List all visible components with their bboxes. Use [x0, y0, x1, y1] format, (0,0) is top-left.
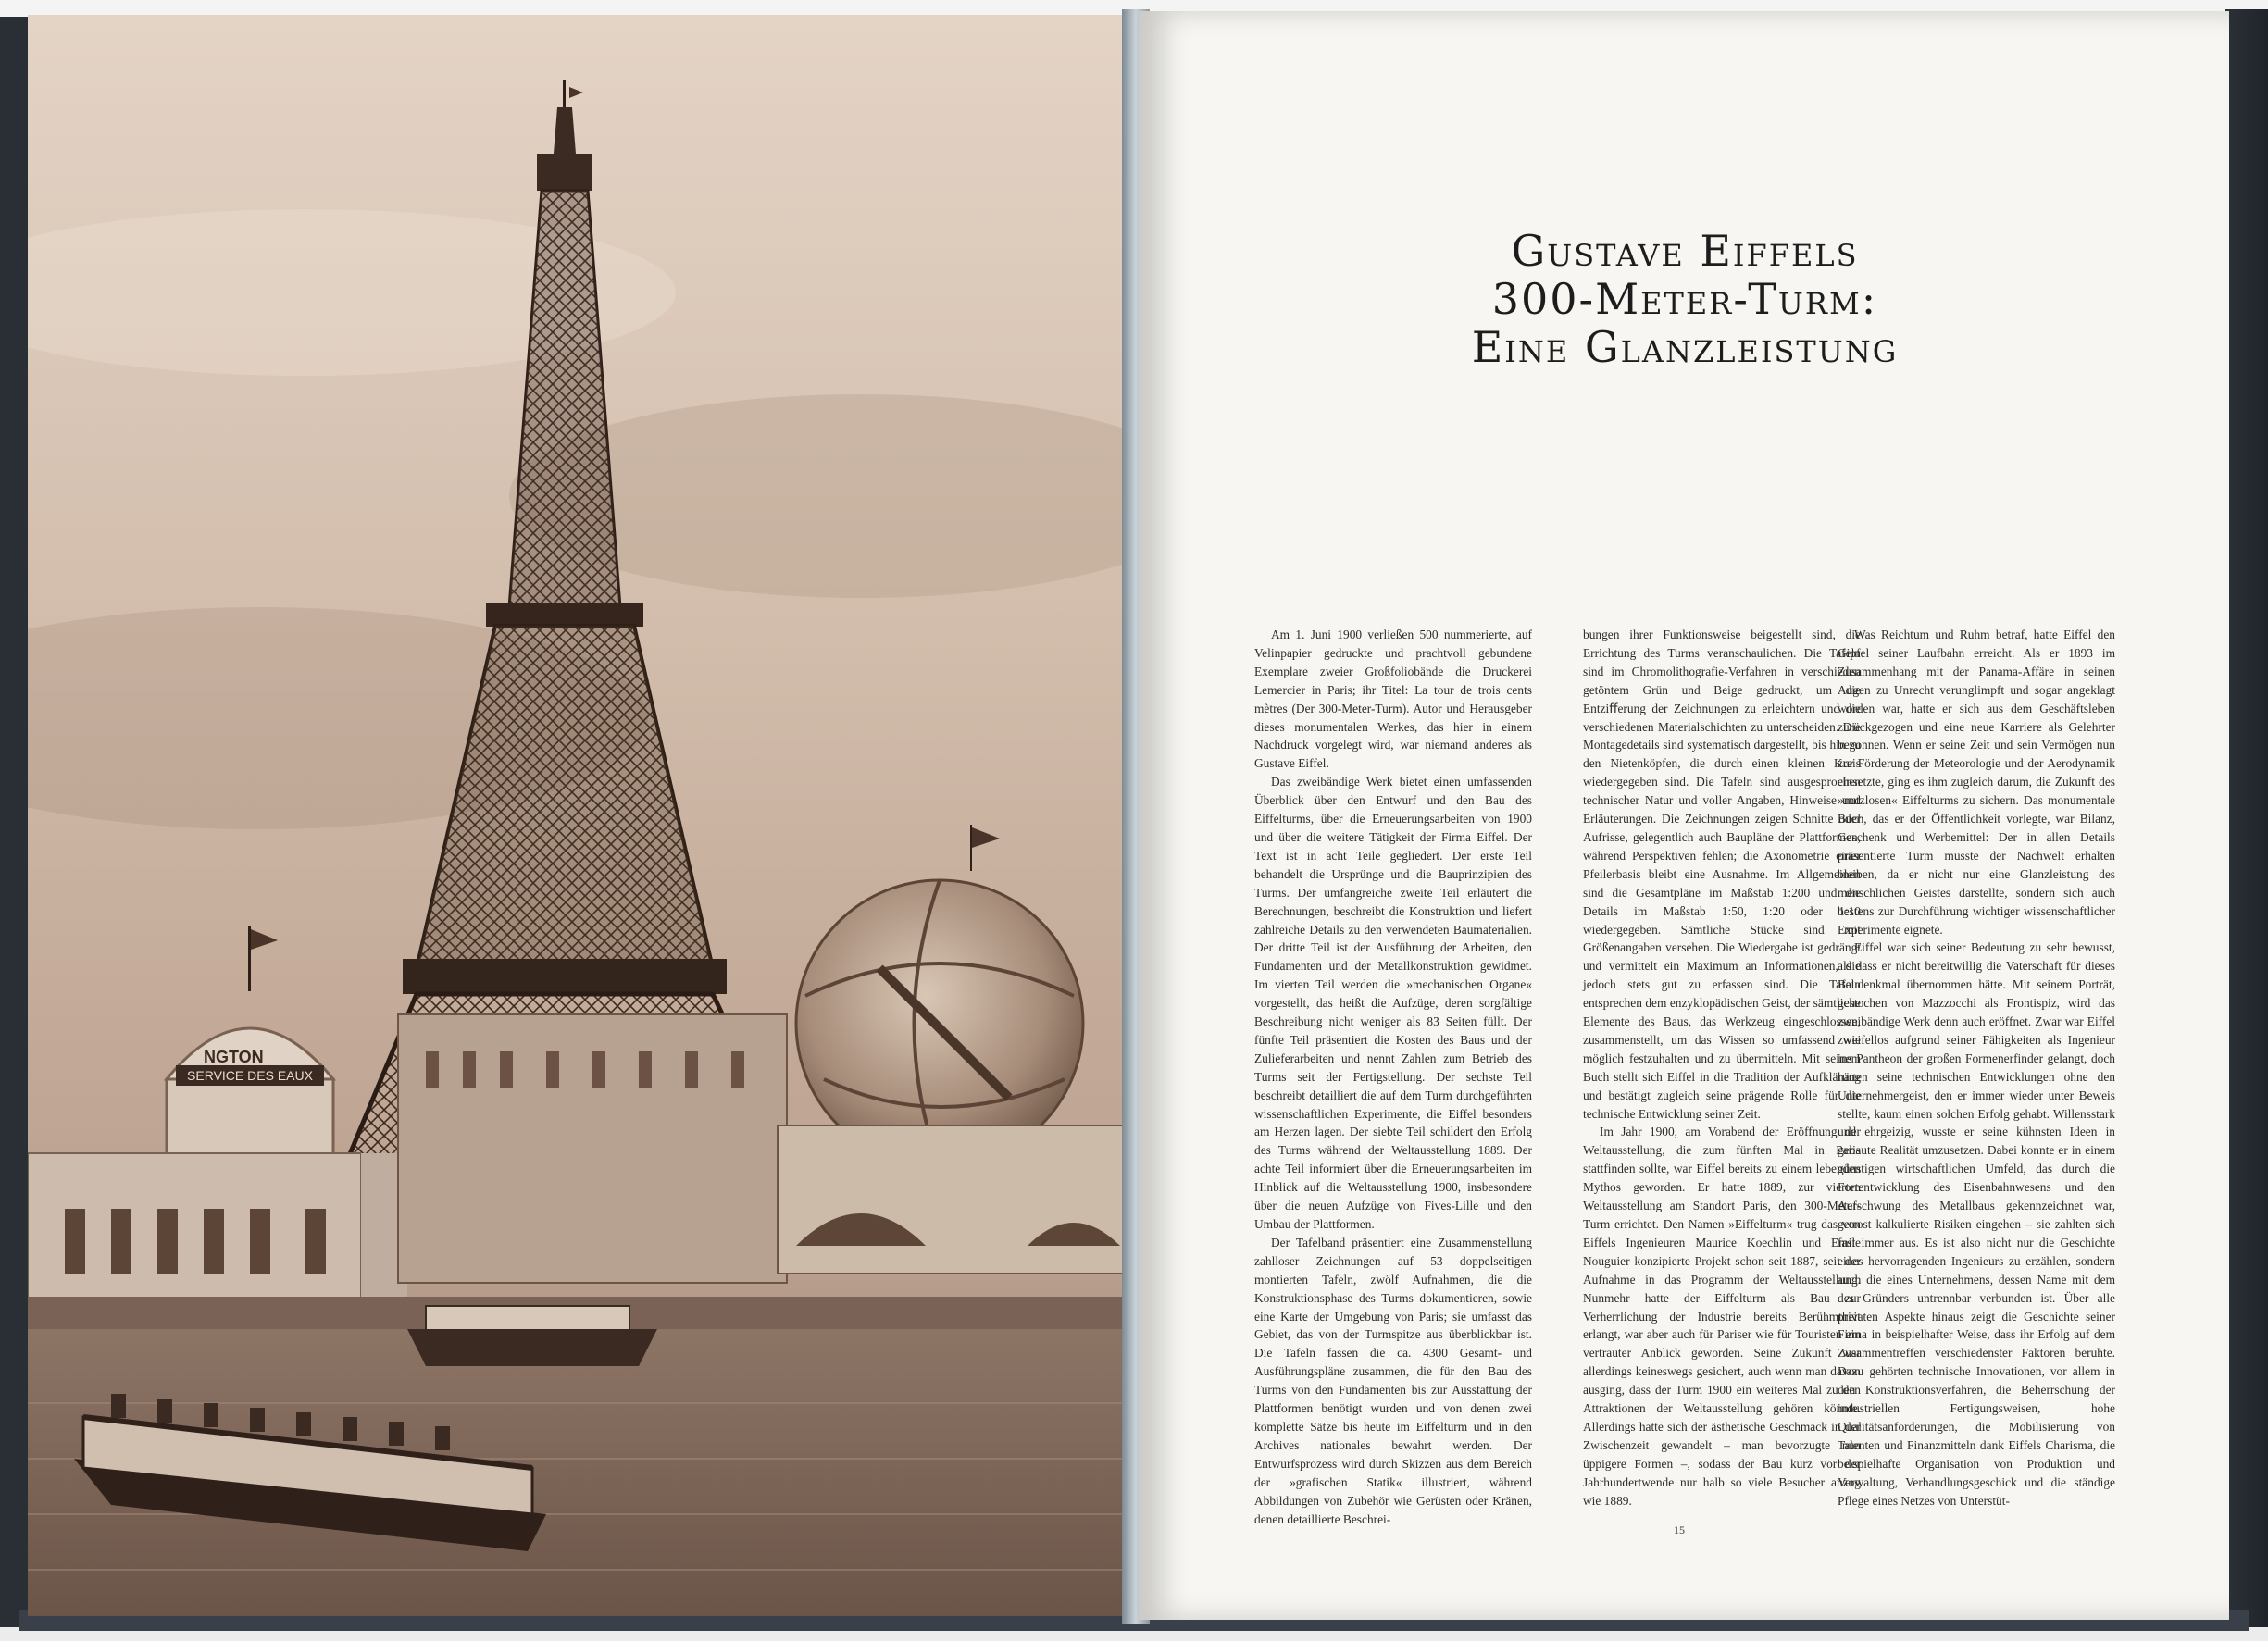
paragraph: Was Reichtum und Ruhm betraf, hatte Eiffel den Gipfel seiner Laufbahn erreicht. Als er 1893 im Zusammenhang mit der Panama-Affäre in seinen Augen zu Unrecht verunglimpft und sogar angeklagt worden war, hatte er sich aus dem Geschäftsleben zurückgezogen und eine neue Karriere als Gelehrter begonnen. Wenn er seine Zeit und sein Vermögen nun zur Förderung der Meteorologie und der Aerodynamik einsetzte, ging es ihm zugleich darum, die Zukunft des »nutzlosen« Eiffelturms zu sichern. Das monumentale Buch, das er der Öffentlichkeit vorlegte, war Bilanz, Geschenk und Werbemittel: Der in allen Details präsentierte Turm musste der Nachwelt erhalten bleiben, da er nicht nur eine Glanzleistung des menschlichen Geistes darstellte, sondern sich auch bestens zur Durchführung wichtiger wissenschaftlicher Experimente eignete. — [1838, 628, 2115, 937]
paragraph: Am 1. Juni 1900 verließen 500 nummerierte, auf Velinpapier gedruckte und prachtvoll gebundene Exemplare zweier Großfoliobände die Druckerei Lemercier in Paris; ihr Titel: La tour de trois cents mètres (Der 300-Meter-Turm). Autor und Herausgeber dieses monumentalen Werkes, das hier in einem Nachdruck vorgelegt wird, war niemand anderes als Gustave Eiffel. — [1254, 628, 1532, 771]
cover-edge-left — [0, 17, 31, 1627]
title-line-1: Gustave Eiffels — [1511, 226, 1859, 276]
title-line-3: Eine Glanzleistung — [1471, 322, 1899, 372]
paragraph: bungen ihrer Funktionsweise beigestellt sind, die Errichtung des Turms veranschaulichen. Die Tafeln sind im Chromolithografie-Verfahren in verschieden getöntem Grün und Beige gedruckt, um die Entziﬀerung der Zeichnungen zu erleichtern und die verschiedenen Materialschichten zu unterscheiden. Die Montagedetails sind systematisch dargestellt, bis hin zu den Nietenköpfen, die durch einen kleinen Kreis wiedergegeben sind. Die Tafeln sind ausgesprochen technischer Natur und voller Angaben, Hinweise und Erläuterungen. Die Zeichnungen zeigen Schnitte oder Aufrisse, gelegentlich auch Baupläne der Plattformen, während Perspektiven fehlen; die Axonometrie einer Pfeilerbasis bleibt eine Ausnahme. Im Allgemeinen sind die Gesamtpläne im Maßstab 1:200 und die Details im Maßstab 1:50, 1:20 oder 1:10 wiedergegeben. Sämtliche Stücke sind mit Größenangaben versehen. Die Wiedergabe ist gedrängt und vermittelt ein Maximum an Informationen, die jedoch stets gut zu erfassen sind. Die Tafeln entsprechen dem enzyklopädischen Geist, der sämtliche Elemente des Baus, das Werkzeug eingeschlossen, zusammenstellt, um das Wissen so umfassend wie möglich festzuhalten und zu übermitteln. Mit seinem Buch stellt sich Eiffel in die Tradition der Aufklärung und bestätigt zugleich seine prägende Rolle für die technische Entwicklung seiner Zeit. — [1583, 628, 1861, 1121]
eiffel-tower-photo-icon — [28, 15, 1134, 1616]
cover-edge-right — [2225, 9, 2268, 1627]
steamboat-small — [407, 1306, 657, 1366]
title-line-2: 300-Meter-Turm: — [1491, 274, 1878, 324]
svg-text:SERVICE DES EAUX: SERVICE DES EAUX — [187, 1068, 313, 1083]
paragraph: Das zweibändige Werk bietet einen umfassenden Überblick über den Entwurf und den Bau des Eiffelturms, über die Erneuerungsarbeiten von 1900 und über die weitere Tätigkeit der Firma Eiffel. Der Text ist in acht Teile gegliedert. Der erste Teil behandelt die Ursprünge und die Bauprinzipien des Turms. Der umfangreiche zweite Teil erläutert die Berechnungen, beschreibt die Konstruktion und liefert zahlreiche Details zu den verwendeten Baumaterialien. Der dritte Teil ist der Ausführung der Arbeiten, den Fundamenten und der Metallkonstruktion gewidmet. Im vierten Teil werden die »mechanischen Organe« vorgestellt, das heißt die Aufzüge, deren sorgfältige Beschreibung nicht weniger als 83 Seiten füllt. Der fünfte Teil präsentiert die Kosten des Baus und der Zulieferarbeiten und nennt Zahlen zum Betrieb des Turms seit der Fertigstellung. Der sechste Teil beschreibt detailliert die auf dem Turm durchgeführten wissenschaftlichen Experimente, die Eiffel besonders am Herzen lagen. Der siebte Teil schildert den Erfolg des Turms während der Weltausstellung 1889. Der achte Teil informiert über die Erneuerungsarbeiten im Hinblick auf die Weltausstellung 1900, insbesondere über die neuen Aufzüge von Fives-Lille und den Umbau der Plattformen. — [1254, 775, 1532, 1231]
page-number: 15 — [1674, 1523, 1685, 1536]
text-column-1 — [1254, 626, 1532, 1528]
left-page-photo — [28, 15, 1134, 1616]
paragraph: Der Tafelband präsentiert eine Zusammenstellung zahlloser Zeichnungen auf 53 doppelseitigen montierten Tafeln, zwölf Aufnahmen, die die Konstruktionsphase des Turms dokumentieren, sowie eine Karte der Umgebung von Paris; sie umfasst das Gebiet, das von der Turmspitze aus überblickbar ist. Die Tafeln fassen die ca. 4300 Gesamt- und Ausführungspläne zusammen, die für den Bau des Turms von den Fundamenten bis zur Ausstattung der Plattformen benötigt wurden und von denen zwei komplette Sätze bis heute im Eiffelturm und in den Archives nationales bewahrt werden. Der Entwurfsprozess wird durch Skizzen aus dem Bereich der »grafischen Statik« illustriert, während Abbildungen von Zubehör wie Gerüsten oder Kränen, denen detaillierte Beschrei- — [1254, 1235, 1532, 1526]
svg-text:NGTON: NGTON — [204, 1048, 264, 1066]
text-column-2 — [1583, 626, 1861, 1510]
paragraph: Eiffel war sich seiner Bedeutung zu sehr bewusst, als dass er nicht bereitwillig die Vaterschaft für dieses Baudenkmal übernommen hätte. Mit seinem Porträt, gestochen von Mazzocchi als Frontispiz, wird das zweibändige Werk denn auch eröffnet. Zwar war Eiffel zweifellos aufgrund seiner Fähigkeiten als Ingenieur ins Pantheon der großen Formenerfinder gelangt, doch hätten seine technischen Entwicklungen ohne den Unternehmergeist, den er immer wieder unter Beweis stellte, kaum einen solchen Erfolg gehabt. Willensstark und ehrgeizig, wusste er seine kühnsten Ideen in gebaute Realität umzusetzen. Dabei konnte er in einem günstigen wirtschaftlichen Umfeld, das durch die Fortentwicklung des Eisenbahnwesens und den Aufschwung des Metallbaus gekennzeichnet war, getrost kalkulierte Risiken eingehen – sie zahlten sich fast immer aus. Es ist also nicht nur die Geschichte eines hervorragenden Ingenieurs zu erzählen, sondern auch die eines Unternehmens, dessen Name mit dem des Gründers untrennbar verbunden ist. Über alle privaten Aspekte hinaus zeigt die Geschichte seiner Firma in beispielhafter Weise, dass ihr Erfolg auf dem Zusammentreffen verschiedenster Faktoren beruhte. Dazu gehörten technische Innovationen, vor allem in den Konstruktionsverfahren, die Beherrschung der industriellen Fertigungsweisen, hohe Qualitätsanforderungen, die Mobilisierung von Talenten und Finanzmitteln dank Eiffels Charisma, die beispielhafte Organisation von Produktion und Verwaltung, Verhandlungsgeschick und die ständige Pflege eines Netzes von Unterstüt- — [1838, 940, 2115, 1508]
chapter-title — [1203, 227, 2166, 371]
text-column-3 — [1838, 626, 2115, 1510]
paragraph: Im Jahr 1900, am Vorabend der Eröffnung der Weltausstellung, die zum fünften Mal in Paris stattfinden sollte, war Eiffel bereits zu einem lebenden Mythos geworden. Er hatte 1889, zur vierten Weltausstellung am Standort Paris, den 300-Meter-Turm errichtet. Den Namen »Eiffelturm« trug das von Eiffels Ingenieuren Maurice Koechlin und Emile Nouguier konzipierte Projekt schon seit 1887, seit der Aufnahme in das Programm der Weltausstellung. Nunmehr hatte der Eiffelturm als Bau zur Verherrlichung der Industrie bereits Berühmtheit erlangt, war aber auch für Pariser wie für Touristen ein vertrauter Anblick geworden. Seine Zukunft war allerdings keineswegs gesichert, auch wenn man davon ausging, dass der Turm 1900 ein weiteres Mal zu den Attraktionen der Weltausstellung gehören könnte. Allerdings hatte sich der ästhetische Geschmack in der Zwischenzeit gewandelt – man bevorzugte nun üppigere Formen –, sodass der Bau kurz vor der Jahrhundertwende nur halb so viele Besucher anzog wie 1889. — [1583, 1125, 1861, 1508]
